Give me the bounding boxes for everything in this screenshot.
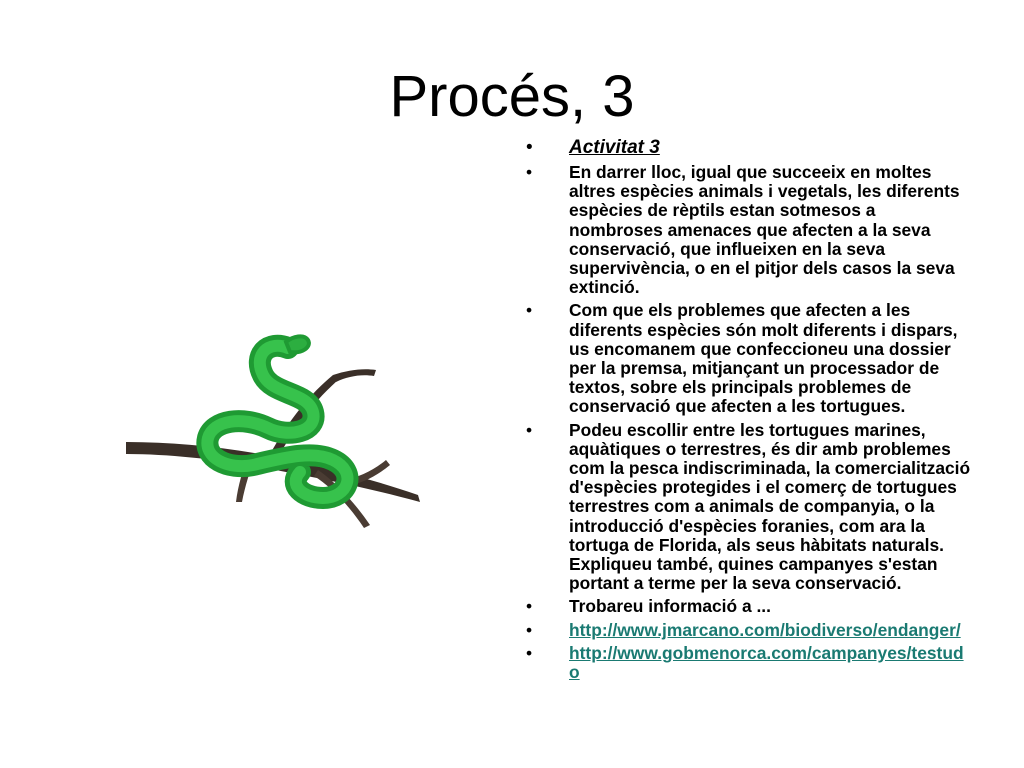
bullet-list bbox=[526, 137, 971, 686]
activity-heading: Activitat 3 bbox=[569, 137, 660, 158]
bullet-text: Com que els problemes que afecten a les diferents espècies són molt diferents i dispars, us encomanem que confeccioneu una dossier per la premsa, mitjançant un processador de textos, sobre els principals problemes de conservació que afecten a les tortugues. bbox=[569, 300, 958, 417]
list-item bbox=[526, 597, 971, 616]
list-item bbox=[526, 301, 971, 416]
bullet-dot: • bbox=[526, 596, 533, 617]
link-gobmenorca[interactable]: http://www.gobmenorca.com/campanyes/testudo bbox=[569, 642, 964, 683]
list-item-link bbox=[526, 644, 971, 682]
bullet-dot: • bbox=[526, 137, 533, 158]
bullet-dot: • bbox=[526, 419, 533, 440]
list-item bbox=[526, 163, 971, 297]
bullet-dot: • bbox=[526, 642, 533, 663]
list-item bbox=[526, 421, 971, 594]
bullet-text: En darrer lloc, igual que succeeix en moltes altres espècies animals i vegetals, les diferents espècies de rèptils estan sotmesos a nombroses amenaces que afecten a la seva conservació, que influeixen en la seva supervivència, o en el pitjor dels casos la seva extinció. bbox=[569, 162, 960, 298]
bullet-dot: • bbox=[526, 619, 533, 640]
bullet-text: Podeu escollir entre les tortugues marines, aquàtiques o terrestres, és dir amb problemes com la pesca indiscriminada, la comercialització d'espècies protegides i el comerç de tortugues terrestres com a animals de companyia, o la introducció d'espècies foranies, com ara la tortuga de Florida, als seus hàbitats naturals. Expliqueu també, quines campanyes s'estan portant a terme per la seva conservació. bbox=[569, 419, 971, 594]
slide-title: Procés, 3 bbox=[389, 64, 635, 129]
list-item-link bbox=[526, 621, 971, 640]
link-jmarcano[interactable]: http://www.jmarcano.com/biodiverso/endanger/ bbox=[569, 619, 961, 640]
list-item-heading bbox=[526, 137, 971, 159]
snake-on-branch-icon bbox=[118, 320, 438, 540]
bullet-dot: • bbox=[526, 300, 533, 321]
bullet-text: Trobareu informació a ... bbox=[569, 596, 771, 617]
bullet-dot: • bbox=[526, 162, 533, 182]
